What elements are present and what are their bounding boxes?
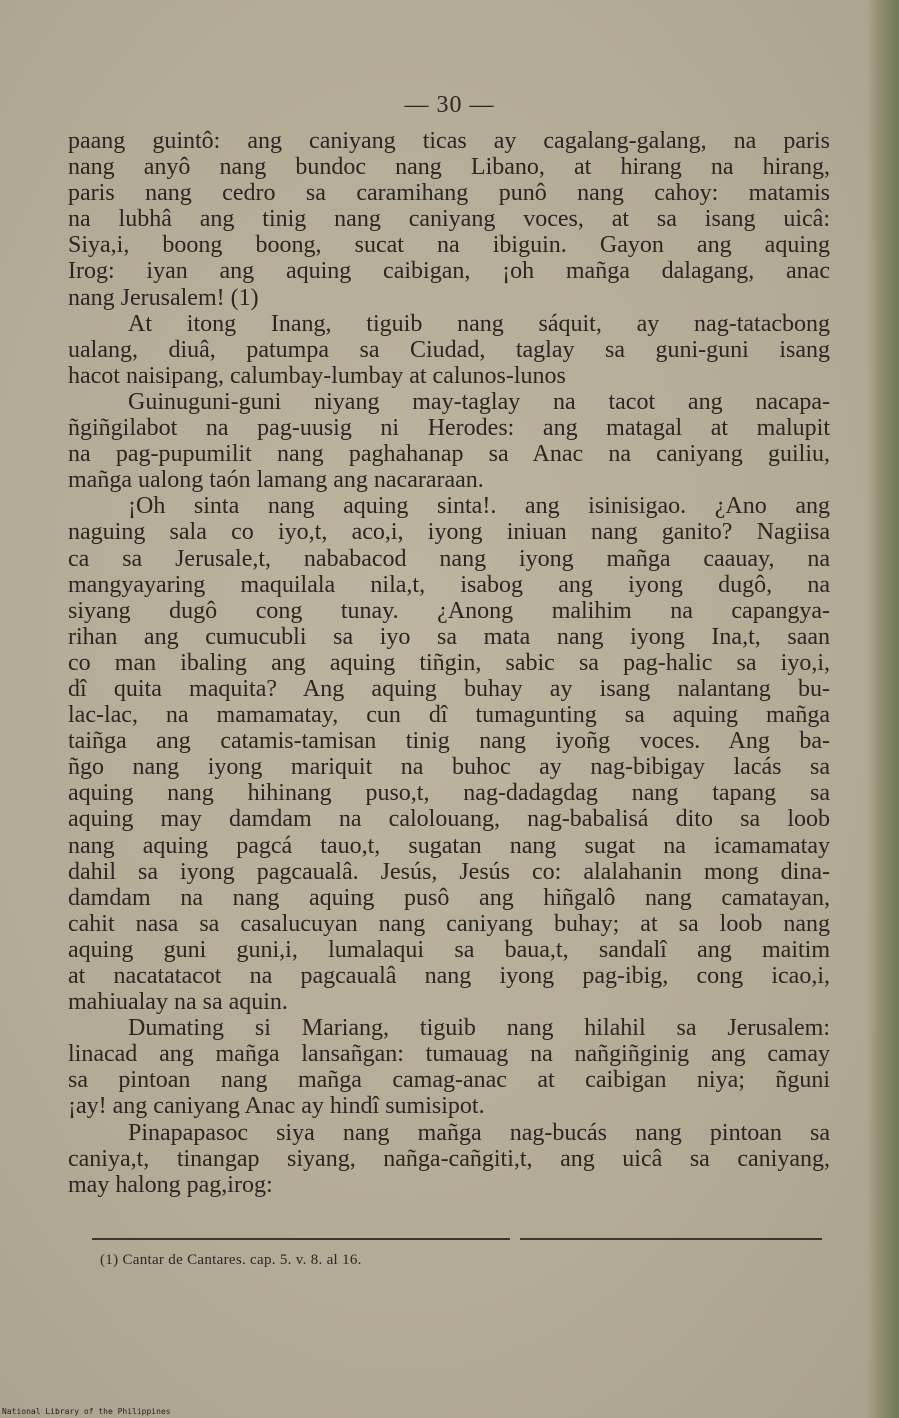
text-line: Irog: iyan ang aquing caibigan, ¡oh mañga dalagang, anac — [68, 258, 830, 285]
text-line: ñgo nang iyong mariquit na buhoc ay nag-bibigay lacás sa — [68, 754, 830, 781]
footnote-rule-right — [520, 1238, 822, 1240]
text-line: sa pintoan nang mañga camag-anac at caibigan niya; ñguni — [68, 1067, 830, 1094]
text-line: dahil sa iyong pagcaualâ. Jesús, Jesús co: alalahanin mong dina- — [68, 858, 830, 885]
text-line: at nacatatacot na pagcaualâ nang iyong pag-ibig, cong icao,i, — [68, 963, 830, 989]
text-line: ¡ay! ang caniyang Anac ay hindî sumisipot. — [68, 1093, 485, 1120]
text-line: naguing sala co iyo,t, aco,i, iyong iniuan nang ganito? Nagiisa — [68, 519, 830, 546]
text-line: ca sa Jerusale,t, nababacod nang iyong mañga caauay, na — [68, 545, 830, 572]
text-line: siyang dugô cong tunay. ¿Anong malihim na capangya- — [68, 597, 830, 624]
footnote-rule-left — [92, 1238, 510, 1240]
text-line: nang anyô nang bundoc nang Libano, at hirang na hirang, — [68, 154, 830, 181]
text-line: Dumating si Mariang, tiguib nang hilahil sa Jerusalem: — [128, 1015, 830, 1042]
text-line: hacot naisipang, calumbay-lumbay at calunos-lunos — [68, 362, 566, 389]
text-line: rihan ang cumucubli sa iyo sa mata nang iyong Ina,t, saan — [68, 623, 830, 650]
text-line: Guinuguni-guni niyang may-taglay na tacot ang nacapa- — [128, 388, 830, 415]
body-text — [68, 128, 830, 1198]
text-line: taiñga ang catamis-tamisan tinig nang iyoñg voces. Ang ba- — [68, 728, 830, 755]
text-line: aquing may damdam na calolouang, nag-babalisá dito sa loob — [68, 806, 830, 833]
text-line: na lubhâ ang tinig nang caniyang voces, at sa isang uicâ: — [68, 206, 830, 233]
text-line: linacad ang mañga lansañgan: tumauag na nañgiñginig ang camay — [68, 1041, 830, 1068]
text-line: lac-lac, na mamamatay, cun dî tumagunting sa aquing mañga — [68, 702, 830, 729]
text-line: ¡Oh sinta nang aquing sinta!. ang isinisigao. ¿Ano ang — [128, 493, 830, 520]
text-line: At itong Inang, tiguib nang sáquit, ay nag-tatacbong — [128, 310, 830, 337]
text-line: Pinapapasoc siya nang mañga nag-bucás nang pintoan sa — [128, 1119, 830, 1146]
text-line: na pag-pupumilit nang paghahanap sa Anac na caniyang guiliu, — [68, 441, 830, 468]
footnote: (1) Cantar de Cantares. cap. 5. v. 8. al 16. — [100, 1252, 362, 1268]
text-line: dî quita maquita? Ang aquing buhay ay isang nalantang bu- — [68, 675, 830, 702]
text-line: ñgiñgilabot na pag-uusig ni Herodes: ang matagal at malupit — [68, 415, 830, 442]
text-line: paang guintô: ang caniyang ticas ay cagalang-galang, na paris — [68, 128, 830, 154]
text-line: may halong pag,irog: — [68, 1171, 273, 1198]
page-edge-shadow — [867, 0, 899, 1418]
text-line: ualang, diuâ, patumpa sa Ciudad, taglay sa guni-guni isang — [68, 336, 830, 363]
text-line: co man ibaling ang aquing tiñgin, sabic sa pag-halic sa iyo,i, — [68, 649, 830, 676]
text-line: mahiualay na sa aquin. — [68, 989, 288, 1016]
text-line: Siya,i, boong boong, sucat na ibiguin. Gayon ang aquing — [68, 232, 830, 259]
page-number: — 30 — — [404, 92, 495, 118]
text-line: paris nang cedro sa caramihang punô nang cahoy: matamis — [68, 180, 830, 207]
text-line: damdam na nang aquing pusô ang hiñgalô nang camatayan, — [68, 884, 830, 911]
text-line: nang aquing pagcá tauo,t, sugatan nang sugat na icamamatay — [68, 832, 830, 859]
library-watermark: National Library of the Philippines — [2, 1407, 171, 1416]
text-line: mangyayaring maquilala nila,t, isabog ang iyong dugô, na — [68, 571, 830, 598]
text-line: mañga ualong taón lamang ang nacararaan. — [68, 467, 484, 494]
text-line: caniya,t, tinangap siyang, nañga-cañgiti,t, ang uicâ sa caniyang, — [68, 1145, 830, 1172]
text-line: aquing nang hihinang puso,t, nag-dadagdag nang tapang sa — [68, 780, 830, 807]
text-line: cahit nasa sa casalucuyan nang caniyang buhay; at sa loob nang — [68, 910, 830, 937]
text-line: aquing guni guni,i, lumalaqui sa baua,t, sandalî ang maitim — [68, 936, 830, 963]
text-line: nang Jerusalem! (1) — [68, 284, 259, 311]
